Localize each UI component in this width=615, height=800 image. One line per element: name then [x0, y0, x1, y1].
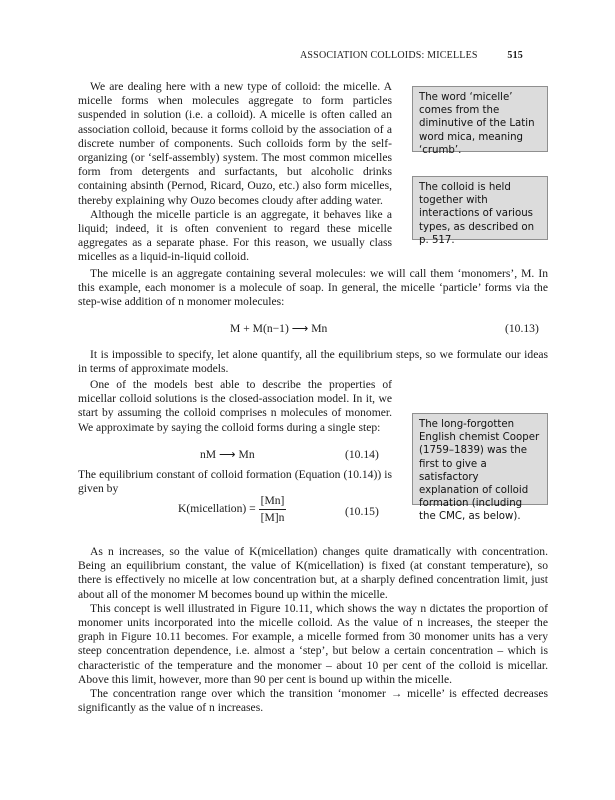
- text-block-1: [78, 80, 392, 265]
- equation-10-13-label: (10.13): [505, 322, 539, 335]
- equation-10-15-label: (10.15): [345, 505, 379, 518]
- page-number: 515: [507, 50, 523, 61]
- paragraph-7: As n increases, so the value of K(micellation) changes quite dramatically with concentration. Being an equilibrium constant, the value of K(micellation) is fixed (at constant temperature), so there is effectively no micelle at low concentration but, at a sharply defined concentration limit, just about all of the monomer M becomes bound up within the micelle.: [78, 545, 548, 601]
- text-block-6: [78, 545, 548, 715]
- equation-10-14-label: (10.14): [345, 448, 379, 461]
- paragraph-2: Although the micelle particle is an aggregate, it behaves like a liquid; indeed, it is often convenient to regard these micelle aggregates as a separate phase. For this reason, we usually class micelles as a liquid-in-liquid colloid.: [78, 207, 392, 264]
- paragraph-4: It is impossible to specify, let alone quantify, all the equilibrium steps, so we formulate our ideas in terms of approximate models.: [78, 348, 548, 376]
- text-block-4: [78, 378, 392, 435]
- equation-10-15-lhs: K(micellation) =: [178, 502, 256, 516]
- paragraph-9: The concentration range over which the transition ‘monomer → micelle’ is effected decreases significantly as the value of n increases.: [78, 687, 548, 715]
- paragraph-6: The equilibrium constant of colloid formation (Equation (10.14)) is given by: [78, 468, 392, 496]
- paragraph-5: One of the models best able to describe the properties of micellar colloid solutions is the closed-association model. In it, we start by assuming the colloid comprises n molecules of monomer. We approximate by saying the colloid forms during a single step:: [78, 378, 392, 434]
- text-block-5: [78, 468, 392, 496]
- running-title: ASSOCIATION COLLOIDS: MICELLES: [300, 50, 478, 61]
- paragraph-1: We are dealing here with a new type of colloid: the micelle. A micelle forms when molecules aggregate to form particles suspended in solution (i.e. a colloid). A micelle is often called an association colloid, because it forms colloid by the association of a discrete number of components. Such colloids form by the self-organizing (or ‘self-assembly) system. The most common micelles form from detergents and surfactants, but alcoholic drinks containing absinth (Pernod, Ricard, Ouzo, etc.) also form micelles, thereby explaining why Ouzo becomes cloudy after adding water.: [78, 80, 392, 207]
- equation-10-15-denominator: [M]n: [260, 511, 285, 524]
- margin-note-interactions: The colloid is held together with interactions of various types, as described on p. 517.: [412, 176, 548, 240]
- text-block-2: [78, 267, 548, 310]
- margin-note-micelle-etymology: The word ‘micelle’ comes from the diminutive of the Latin word mica, meaning ‘crumb’.: [412, 86, 548, 152]
- text-block-3: [78, 348, 548, 376]
- equation-10-15-numerator: [Mn]: [259, 494, 287, 510]
- equation-10-15-fraction: [259, 494, 287, 525]
- equation-10-13: M + M(n−1) ⟶ Mn: [230, 322, 328, 335]
- margin-note-cooper: The long-forgotten English chemist Cooper (1759–1839) was the first to give a satisfactory explanation of colloid formation (including the CMC, as below).: [412, 413, 548, 505]
- paragraph-3: The micelle is an aggregate containing several molecules: we will call them ‘monomers’, M. In this example, each monomer is a molecule of soap. In general, the micelle ‘particle’ forms via the step-wise addition of n monomer molecules:: [78, 267, 548, 309]
- equation-10-14: nM ⟶ Mn: [200, 448, 255, 461]
- equation-10-15: [178, 494, 286, 525]
- paragraph-8: This concept is well illustrated in Figure 10.11, which shows the way n dictates the proportion of monomer units incorporated into the micelle colloid. As the value of n increases, the steeper the graph in Figure 10.11 becomes. For example, a micelle formed from 30 monomer units has a very steep concentration dependence, i.e. almost a ‘step’, but below a certain concentration – which is characteristic of the temperature and the monomer – about 10 per cent of the colloid is micellar. Above this limit, however, more than 90 per cent is bound up within the micelle.: [78, 601, 548, 686]
